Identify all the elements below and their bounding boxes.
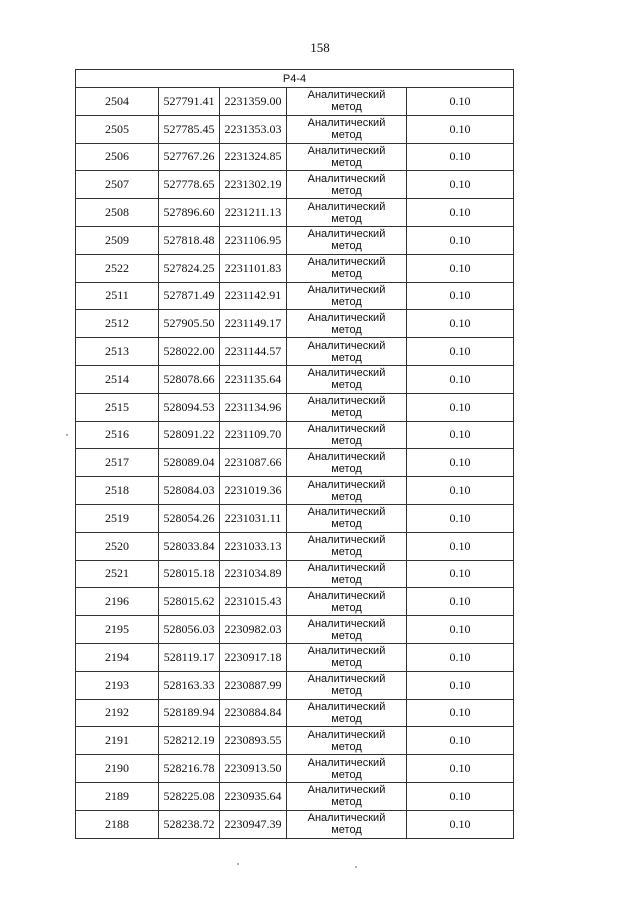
y-coordinate-cell: 2231353.03	[220, 115, 287, 143]
x-coordinate-cell: 527896.60	[159, 199, 220, 227]
method-cell	[287, 226, 407, 254]
method-cell	[287, 393, 407, 421]
section-title: Р4-4	[76, 70, 514, 88]
error-cell: 0.10	[407, 199, 514, 227]
x-coordinate-cell: 527818.48	[159, 226, 220, 254]
error-cell: 0.10	[407, 643, 514, 671]
method-line-1: Аналитический	[307, 144, 386, 157]
method-line-1: Аналитический	[307, 117, 386, 130]
coordinates-table	[75, 69, 514, 839]
x-coordinate-cell: 528189.94	[159, 699, 220, 727]
point-id-cell: 2195	[76, 616, 159, 644]
method-line-1: Аналитический	[307, 228, 386, 241]
table-row	[76, 88, 514, 116]
x-coordinate-cell: 527905.50	[159, 310, 220, 338]
method-line-2: метод	[331, 268, 362, 281]
x-coordinate-cell: 527767.26	[159, 143, 220, 171]
table-row	[76, 338, 514, 366]
x-coordinate-cell: 528015.62	[159, 588, 220, 616]
error-cell: 0.10	[407, 421, 514, 449]
point-id-cell: 2511	[76, 282, 159, 310]
method-cell	[287, 504, 407, 532]
table-row	[76, 699, 514, 727]
x-coordinate-cell: 528054.26	[159, 504, 220, 532]
x-coordinate-cell: 528089.04	[159, 449, 220, 477]
point-id-cell: 2515	[76, 393, 159, 421]
method-cell	[287, 115, 407, 143]
method-cell	[287, 338, 407, 366]
error-cell: 0.10	[407, 254, 514, 282]
y-coordinate-cell: 2231142.91	[220, 282, 287, 310]
x-coordinate-cell: 527871.49	[159, 282, 220, 310]
method-cell	[287, 588, 407, 616]
method-line-2: метод	[331, 712, 362, 725]
error-cell: 0.10	[407, 532, 514, 560]
method-cell	[287, 560, 407, 588]
point-id-cell: 2512	[76, 310, 159, 338]
error-cell: 0.10	[407, 115, 514, 143]
table-row	[76, 421, 514, 449]
table-row	[76, 727, 514, 755]
table-row	[76, 810, 514, 838]
table-row	[76, 782, 514, 810]
section-header-row	[76, 70, 514, 88]
method-cell	[287, 699, 407, 727]
method-cell	[287, 782, 407, 810]
method-line-1: Аналитический	[307, 589, 386, 602]
scan-speck	[237, 863, 239, 865]
point-id-cell: 2189	[76, 782, 159, 810]
method-line-2: метод	[331, 212, 362, 225]
error-cell: 0.10	[407, 393, 514, 421]
error-cell: 0.10	[407, 88, 514, 116]
error-cell: 0.10	[407, 338, 514, 366]
y-coordinate-cell: 2231019.36	[220, 477, 287, 505]
y-coordinate-cell: 2231324.85	[220, 143, 287, 171]
error-cell: 0.10	[407, 782, 514, 810]
x-coordinate-cell: 527824.25	[159, 254, 220, 282]
method-line-2: метод	[331, 601, 362, 614]
table-row	[76, 310, 514, 338]
y-coordinate-cell: 2231134.96	[220, 393, 287, 421]
point-id-cell: 2193	[76, 671, 159, 699]
table-row	[76, 449, 514, 477]
y-coordinate-cell: 2230893.55	[220, 727, 287, 755]
y-coordinate-cell: 2231109.70	[220, 421, 287, 449]
table-row	[76, 532, 514, 560]
point-id-cell: 2517	[76, 449, 159, 477]
method-line-1: Аналитический	[307, 339, 386, 352]
error-cell: 0.10	[407, 310, 514, 338]
method-cell	[287, 727, 407, 755]
method-line-1: Аналитический	[307, 756, 386, 769]
y-coordinate-cell: 2230947.39	[220, 810, 287, 838]
error-cell: 0.10	[407, 143, 514, 171]
point-id-cell: 2506	[76, 143, 159, 171]
error-cell: 0.10	[407, 282, 514, 310]
y-coordinate-cell: 2231101.83	[220, 254, 287, 282]
error-cell: 0.10	[407, 588, 514, 616]
method-cell	[287, 143, 407, 171]
method-line-2: метод	[331, 462, 362, 475]
coordinates-table-body	[76, 70, 514, 839]
method-line-2: метод	[331, 129, 362, 142]
y-coordinate-cell: 2231031.11	[220, 504, 287, 532]
x-coordinate-cell: 528033.84	[159, 532, 220, 560]
error-cell: 0.10	[407, 616, 514, 644]
y-coordinate-cell: 2230913.50	[220, 755, 287, 783]
point-id-cell: 2194	[76, 643, 159, 671]
method-line-1: Аналитический	[307, 478, 386, 491]
table-row	[76, 643, 514, 671]
point-id-cell: 2516	[76, 421, 159, 449]
y-coordinate-cell: 2231211.13	[220, 199, 287, 227]
method-line-2: метод	[331, 685, 362, 698]
x-coordinate-cell: 528091.22	[159, 421, 220, 449]
error-cell: 0.10	[407, 727, 514, 755]
x-coordinate-cell: 528212.19	[159, 727, 220, 755]
method-line-1: Аналитический	[307, 256, 386, 269]
error-cell: 0.10	[407, 504, 514, 532]
method-cell	[287, 421, 407, 449]
x-coordinate-cell: 528015.18	[159, 560, 220, 588]
point-id-cell: 2509	[76, 226, 159, 254]
method-cell	[287, 477, 407, 505]
error-cell: 0.10	[407, 365, 514, 393]
y-coordinate-cell: 2231087.66	[220, 449, 287, 477]
table-row	[76, 143, 514, 171]
method-cell	[287, 671, 407, 699]
table-row	[76, 588, 514, 616]
method-line-1: Аналитический	[307, 450, 386, 463]
x-coordinate-cell: 528078.66	[159, 365, 220, 393]
x-coordinate-cell: 527785.45	[159, 115, 220, 143]
method-line-1: Аналитический	[307, 89, 386, 102]
method-line-1: Аналитический	[307, 367, 386, 380]
point-id-cell: 2513	[76, 338, 159, 366]
method-line-2: метод	[331, 657, 362, 670]
method-line-2: метод	[331, 434, 362, 447]
error-cell: 0.10	[407, 671, 514, 699]
method-line-2: метод	[331, 518, 362, 531]
method-line-1: Аналитический	[307, 172, 386, 185]
table-row	[76, 254, 514, 282]
method-cell	[287, 310, 407, 338]
method-line-1: Аналитический	[307, 283, 386, 296]
method-cell	[287, 282, 407, 310]
table-row	[76, 393, 514, 421]
method-line-1: Аналитический	[307, 395, 386, 408]
y-coordinate-cell: 2231106.95	[220, 226, 287, 254]
table-row	[76, 282, 514, 310]
error-cell: 0.10	[407, 171, 514, 199]
table-row	[76, 365, 514, 393]
error-cell: 0.10	[407, 699, 514, 727]
x-coordinate-cell: 528119.17	[159, 643, 220, 671]
y-coordinate-cell: 2231015.43	[220, 588, 287, 616]
method-line-1: Аналитический	[307, 700, 386, 713]
method-line-2: метод	[331, 629, 362, 642]
x-coordinate-cell: 528225.08	[159, 782, 220, 810]
table-row	[76, 199, 514, 227]
y-coordinate-cell: 2230887.99	[220, 671, 287, 699]
table-row	[76, 755, 514, 783]
point-id-cell: 2519	[76, 504, 159, 532]
method-line-1: Аналитический	[307, 728, 386, 741]
x-coordinate-cell: 528056.03	[159, 616, 220, 644]
method-line-1: Аналитический	[307, 645, 386, 658]
table-row	[76, 616, 514, 644]
method-cell	[287, 199, 407, 227]
error-cell: 0.10	[407, 449, 514, 477]
point-id-cell: 2508	[76, 199, 159, 227]
y-coordinate-cell: 2231144.57	[220, 338, 287, 366]
point-id-cell: 2520	[76, 532, 159, 560]
method-line-1: Аналитический	[307, 784, 386, 797]
point-id-cell: 2521	[76, 560, 159, 588]
point-id-cell: 2505	[76, 115, 159, 143]
table-row	[76, 671, 514, 699]
method-cell	[287, 171, 407, 199]
table-row	[76, 560, 514, 588]
y-coordinate-cell: 2231034.89	[220, 560, 287, 588]
method-line-2: метод	[331, 323, 362, 336]
method-line-2: метод	[331, 768, 362, 781]
method-cell	[287, 755, 407, 783]
table-row	[76, 171, 514, 199]
method-line-1: Аналитический	[307, 812, 386, 825]
point-id-cell: 2196	[76, 588, 159, 616]
x-coordinate-cell: 528022.00	[159, 338, 220, 366]
table-row	[76, 477, 514, 505]
x-coordinate-cell: 528216.78	[159, 755, 220, 783]
x-coordinate-cell: 527778.65	[159, 171, 220, 199]
method-line-1: Аналитический	[307, 311, 386, 324]
method-line-2: метод	[331, 740, 362, 753]
y-coordinate-cell: 2230935.64	[220, 782, 287, 810]
method-line-2: метод	[331, 824, 362, 837]
method-cell	[287, 365, 407, 393]
method-line-2: метод	[331, 351, 362, 364]
method-line-1: Аналитический	[307, 534, 386, 547]
y-coordinate-cell: 2231135.64	[220, 365, 287, 393]
y-coordinate-cell: 2231033.13	[220, 532, 287, 560]
y-coordinate-cell: 2230982.03	[220, 616, 287, 644]
method-line-1: Аналитический	[307, 561, 386, 574]
point-id-cell: 2190	[76, 755, 159, 783]
point-id-cell: 2514	[76, 365, 159, 393]
error-cell: 0.10	[407, 477, 514, 505]
method-cell	[287, 532, 407, 560]
x-coordinate-cell: 527791.41	[159, 88, 220, 116]
method-line-2: метод	[331, 156, 362, 169]
method-line-2: метод	[331, 295, 362, 308]
method-line-1: Аналитический	[307, 673, 386, 686]
method-cell	[287, 616, 407, 644]
table-row	[76, 226, 514, 254]
method-line-2: метод	[331, 546, 362, 559]
method-line-2: метод	[331, 184, 362, 197]
x-coordinate-cell: 528094.53	[159, 393, 220, 421]
method-line-1: Аналитический	[307, 422, 386, 435]
y-coordinate-cell: 2231359.00	[220, 88, 287, 116]
method-cell	[287, 88, 407, 116]
point-id-cell: 2507	[76, 171, 159, 199]
point-id-cell: 2518	[76, 477, 159, 505]
method-line-2: метод	[331, 240, 362, 253]
method-cell	[287, 643, 407, 671]
scan-speck	[66, 434, 68, 436]
scan-speck	[355, 866, 357, 868]
x-coordinate-cell: 528084.03	[159, 477, 220, 505]
y-coordinate-cell: 2231302.19	[220, 171, 287, 199]
method-line-2: метод	[331, 490, 362, 503]
method-line-2: метод	[331, 101, 362, 114]
method-line-1: Аналитический	[307, 506, 386, 519]
method-line-2: метод	[331, 796, 362, 809]
error-cell: 0.10	[407, 755, 514, 783]
error-cell: 0.10	[407, 810, 514, 838]
table-row	[76, 504, 514, 532]
method-line-1: Аналитический	[307, 200, 386, 213]
error-cell: 0.10	[407, 560, 514, 588]
method-cell	[287, 449, 407, 477]
y-coordinate-cell: 2231149.17	[220, 310, 287, 338]
method-cell	[287, 810, 407, 838]
point-id-cell: 2191	[76, 727, 159, 755]
x-coordinate-cell: 528238.72	[159, 810, 220, 838]
method-line-2: метод	[331, 407, 362, 420]
point-id-cell: 2504	[76, 88, 159, 116]
method-line-2: метод	[331, 379, 362, 392]
method-line-1: Аналитический	[307, 617, 386, 630]
table-row	[76, 115, 514, 143]
page-number: 158	[310, 40, 330, 55]
y-coordinate-cell: 2230884.84	[220, 699, 287, 727]
y-coordinate-cell: 2230917.18	[220, 643, 287, 671]
x-coordinate-cell: 528163.33	[159, 671, 220, 699]
point-id-cell: 2522	[76, 254, 159, 282]
point-id-cell: 2188	[76, 810, 159, 838]
method-line-2: метод	[331, 573, 362, 586]
method-cell	[287, 254, 407, 282]
point-id-cell: 2192	[76, 699, 159, 727]
error-cell: 0.10	[407, 226, 514, 254]
